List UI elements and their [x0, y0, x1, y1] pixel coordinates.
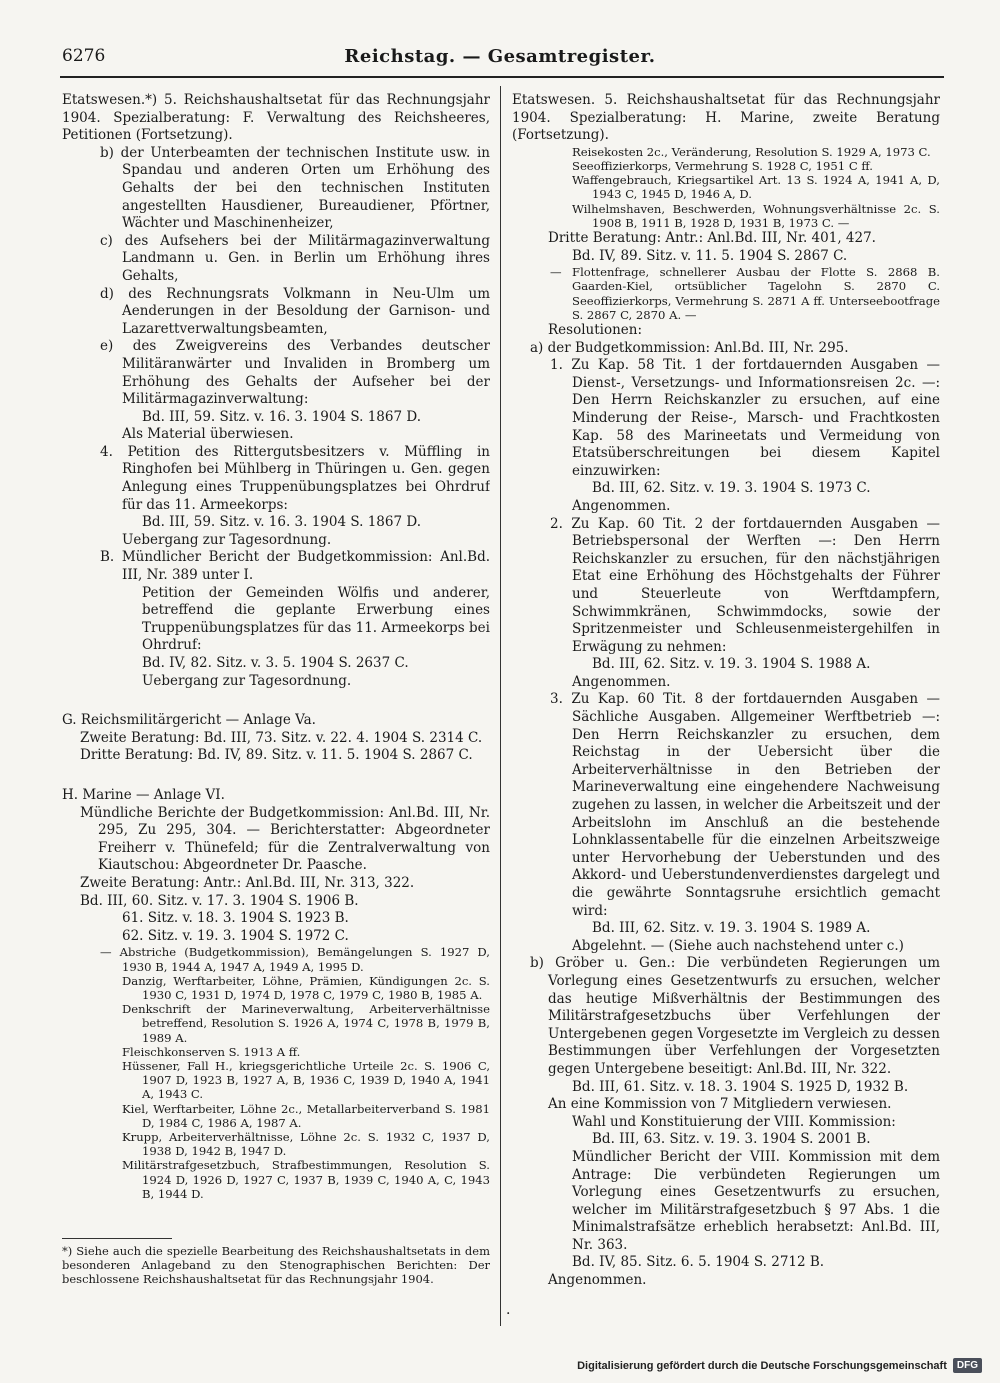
- register-entry: Dritte Beratung: Antr.: Anl.Bd. III, Nr. 401, 427.: [548, 230, 876, 246]
- header-rule: [60, 76, 944, 78]
- register-entry: a) der Budgetkommission: Anl.Bd. III, Nr. 295.: [530, 339, 849, 356]
- register-entry: 2. Zu Kap. 60 Tit. 2 der fortdauernden Ausgaben — Betriebspersonal der Werften —: Den Herrn Reichskanzler zu ersuchen, für den nächstjährigen Etat eine Erhöhung des Höchstgehalts der Führer und Steuerleute von Werftdampfern, Schwimmkränen, Schwimmdocks, sowie der Spritzenmeister und Schleusenmeistergehilfen in Erwägung zu nehmen:: [550, 515, 940, 655]
- register-entry: Uebergang zur Tagesordnung.: [122, 531, 332, 548]
- section-gap: [62, 765, 490, 787]
- register-entry: Denkschrift der Marineverwaltung, Arbeiterverhältnisse betreffend, Resolution S. 1926 A, 1974 C, 1978 B, 1979 B, 1989 A.: [122, 1002, 490, 1045]
- footnote-rule: [62, 1238, 172, 1239]
- register-entry: d) des Rechnungsrats Volkmann in Neu-Ulm um Aenderungen in der Besoldung der Garnison- und Lazarettverwaltungsbeamten,: [100, 285, 490, 337]
- register-entry: Uebergang zur Tagesordnung.: [142, 672, 352, 689]
- register-entry: Waffengebrauch, Kriegsartikel Art. 13 S. 1924 A, 1941 A, D, 1943 C, 1945 D, 1946 A, D.: [572, 173, 940, 202]
- register-entry: Zweite Beratung: Antr.: Anl.Bd. III, Nr. 313, 322.: [80, 874, 415, 891]
- register-entry: Bd. IV, 89. Sitz. v. 11. 5. 1904 S. 2867 C.: [572, 247, 848, 264]
- right-column: [512, 92, 940, 1342]
- register-entry: Wahl und Konstituierung der VIII. Kommission:: [572, 1113, 896, 1130]
- register-entry: Resolutionen:: [548, 322, 643, 338]
- register-entry: — Flottenfrage, schnellerer Ausbau der Flotte S. 2868 B. Gaarden-Kiel, ortsüblicher Tagelohn S. 2870 C. Seeoffizierkorps, Vermehrung S. 2871 A ff. Unterseebootfrage S. 2867 C, 2870 A. —: [550, 265, 940, 322]
- register-entry: 1. Zu Kap. 58 Tit. 1 der fortdauernden Ausgaben — Dienst-, Versetzungs- und Informationsreisen 2c. —: Den Herrn Reichskanzler zu ersuchen, auf eine Minderung der Reise-, Marsch- und Frachtkosten Kap. 58 des Marineetats und Vermeidung von Etatsüberschreitungen bei diesem Kapitel einzuwirken:: [550, 357, 940, 479]
- register-entry: Reisekosten 2c., Veränderung, Resolution S. 1929 A, 1973 C.: [572, 144, 931, 159]
- register-entry: G. Reichsmilitärgericht — Anlage Va.: [62, 712, 316, 729]
- register-entry: Abgelehnt. — (Siehe auch nachstehend unter c.): [572, 937, 904, 954]
- register-entry: Etatswesen. 5. Reichshaushaltsetat für das Rechnungsjahr 1904. Spezialberatung: H. Marine, zweite Beratung (Fortsetzung).: [512, 92, 940, 144]
- column-divider: [500, 86, 501, 1326]
- page-header: [60, 46, 940, 72]
- register-entry: An eine Kommission von 7 Mitgliedern verwiesen.: [548, 1096, 892, 1113]
- register-entry: Hüssener, Fall H., kriegsgerichtliche Urteile 2c. S. 1906 C, 1907 D, 1923 B, 1927 A, B, 1936 C, 1939 D, 1940 A, 1941 A, 1943 C.: [122, 1058, 490, 1102]
- register-entry: Dritte Beratung: Bd. IV, 89. Sitz. v. 11. 5. 1904 S. 2867 C.: [80, 747, 473, 764]
- register-entry: 3. Zu Kap. 60 Tit. 8 der fortdauernden Ausgaben — Sächliche Ausgaben. Allgemeiner Werftbetrieb —: Den Herrn Reichskanzler zu ersuchen, dem Reichstag in der Uebersicht über die Arbeiterverhältnisse in den Betrieben der Marineverwaltung eine eingehendere Nachweisung zugehen zu lassen, in welcher die Arbeitszeit und der Arbeitslohn im Anschluß an die bestehende Lohnklassentabelle für die einzelnen Arbeitszweige unter Hervorhebung der Ueberstunden und des Akkord- und Ueberstundenverdienstes dargelegt und die gewährte Sonntagsruhe ersichtlich gemacht wird:: [550, 691, 940, 919]
- register-entry: Bd. III, 61. Sitz. v. 18. 3. 1904 S. 1925 D, 1932 B.: [572, 1078, 909, 1095]
- register-entry: Militärstrafgesetzbuch, Strafbestimmungen, Resolution S. 1924 D, 1926 D, 1927 C, 1937 B, 1939 C, 1940 A, C, 1943 B, 1944 D.: [122, 1158, 490, 1201]
- register-entry: Fleischkonserven S. 1913 A ff.: [122, 1044, 301, 1059]
- register-entry: Bd. IV, 82. Sitz. v. 3. 5. 1904 S. 2637 C.: [142, 655, 409, 671]
- register-entry: b) der Unterbeamten der technischen Institute usw. in Spandau und anderen Orten um Erhöhung des Gehalts der bei den technischen Instituten angestellten Hausdiener, Bureaudiener, Pförtner, Wächter und Maschinenheizer,: [100, 144, 490, 232]
- register-entry: Mündlicher Bericht der VIII. Kommission mit dem Antrage: Die verbündeten Regierungen um Vorlegung eines Gesetzentwurfs zu ersuchen, welcher im Militärstrafgesetzbuch § 97 Abs. 1 die Minimalstrafsätze erheblich herabsetzt: Anl.Bd. III, Nr. 363.: [572, 1148, 940, 1253]
- register-entry: Bd. III, 63. Sitz. v. 19. 3. 1904 S. 2001 B.: [592, 1131, 871, 1148]
- register-entry: b) Gröber u. Gen.: Die verbündeten Regierungen um Vorlegung eines Gesetzentwurfs zu ersuchen, welcher das heutige Mißverhältnis der Bestimmungen des Militärstrafgesetzbuchs über Verfehlungen der Untergebenen gegen Vorgesetzte im Vergleich zu dessen Bestimmungen über Verfehlungen der Vorgesetzten gegen Untergebene beseitigt: Anl.Bd. III, Nr. 322.: [530, 955, 940, 1077]
- register-entry: Etatswesen.*) 5. Reichshaushaltsetat für das Rechnungsjahr 1904. Spezialberatung: F. Verwaltung des Reichsheeres, Petitionen (Fortsetzung).: [62, 92, 490, 144]
- page-number: 6276: [62, 46, 106, 66]
- register-entry: Als Material überwiesen.: [122, 426, 294, 443]
- register-entry: Wilhelmshaven, Beschwerden, Wohnungsverhältnisse 2c. S. 1908 B, 1911 B, 1928 D, 1931 B, 1973 C. —: [572, 201, 940, 230]
- register-entry: Bd. III, 59. Sitz. v. 16. 3. 1904 S. 1867 D.: [142, 408, 421, 425]
- left-column: [62, 92, 490, 1332]
- register-entry: Krupp, Arbeiterverhältnisse, Löhne 2c. S. 1932 C, 1937 D, 1938 D, 1942 B, 1947 D.: [122, 1129, 490, 1159]
- register-entry: Kiel, Werftarbeiter, Löhne 2c., Metallarbeiterverband S. 1981 D, 1984 C, 1986 A, 1987 A.: [122, 1101, 490, 1130]
- register-entry: Zweite Beratung: Bd. III, 73. Sitz. v. 22. 4. 1904 S. 2314 C.: [80, 729, 483, 746]
- register-entry: Bd. III, 59. Sitz. v. 16. 3. 1904 S. 1867 D.: [142, 514, 421, 531]
- register-entry: Bd. III, 60. Sitz. v. 17. 3. 1904 S. 1906 B.: [80, 892, 359, 909]
- register-entry: — Abstriche (Budgetkommission), Bemängelungen S. 1927 D, 1930 B, 1944 A, 1947 A, 1949 A, 1995 D.: [100, 945, 490, 974]
- section-gap: [62, 690, 490, 712]
- register-entry: Mündliche Berichte der Budgetkommission: Anl.Bd. III, Nr. 295, Zu 295, 304. — Berichterstatter: Abgeordneter Freiherr v. Thünefeld; für die Zentralverwaltung von Kiautschou: Abgeordneter Dr. Paasche.: [80, 804, 490, 874]
- register-entry: Angenommen.: [572, 497, 671, 514]
- column-end-mark: ·: [506, 1306, 511, 1322]
- footnote: *) Siehe auch die spezielle Bearbeitung des Reichshaushaltsetats in dem besonderen Anlageband zu den Stenographischen Berichten: Der beschlossene Reichshaushaltsetat für das Rechnungsjahr 1904.: [62, 1244, 490, 1286]
- register-entry: B. Mündlicher Bericht der Budgetkommission: Anl.Bd. III, Nr. 389 unter I.: [100, 549, 490, 584]
- register-entry: Bd. III, 62. Sitz. v. 19. 3. 1904 S. 1988 A.: [592, 656, 871, 673]
- register-entry: Danzig, Werftarbeiter, Löhne, Prämien, Kündigungen 2c. S. 1930 C, 1931 D, 1974 D, 1978 C, 1979 C, 1980 B, 1985 A.: [122, 973, 490, 1002]
- register-entry: Petition der Gemeinden Wölfis und anderer, betreffend die geplante Erwerbung eines Truppenübungsplatzes für das 11. Armeekorps bei Ohrdruf:: [142, 584, 490, 654]
- register-entry: Seeoffizierkorps, Vermehrung S. 1928 C, 1951 C ff.: [572, 158, 873, 173]
- register-entry: 4. Petition des Rittergutsbesitzers v. Müffling in Ringhofen bei Mühlberg in Thüringen u. Gen. gegen Anlegung eines Truppenübungsplatzes bei Ohrdruf für das 11. Armeekorps:: [100, 443, 490, 513]
- register-entry: Angenommen.: [572, 673, 671, 690]
- register-entry: e) des Zweigvereins des Verbandes deutscher Militäranwärter und Invaliden in Bromberg um Erhöhung des Gehalts der Aufseher bei der Militärmagazinverwaltung:: [100, 338, 490, 408]
- register-entry: c) des Aufsehers bei der Militärmagazinverwaltung Landmann u. Gen. in Berlin um Erhöhung ihres Gehalts,: [100, 232, 490, 284]
- credit-text: Digitalisierung gefördert durch die Deutsche Forschungsgemeinschaft: [577, 1359, 947, 1372]
- register-entry: Bd. III, 62. Sitz. v. 19. 3. 1904 S. 1989 A.: [592, 920, 871, 937]
- register-entry: Bd. III, 62. Sitz. v. 19. 3. 1904 S. 1973 C.: [592, 480, 871, 497]
- register-entry: 61. Sitz. v. 18. 3. 1904 S. 1923 B.: [122, 910, 349, 927]
- register-entry: H. Marine — Anlage VI.: [62, 786, 225, 803]
- register-entry: Bd. IV, 85. Sitz. 6. 5. 1904 S. 2712 B.: [572, 1254, 825, 1271]
- digitization-credit: [577, 1358, 982, 1373]
- dfg-logo: DFG: [953, 1358, 982, 1373]
- register-entry: 62. Sitz. v. 19. 3. 1904 S. 1972 C.: [122, 927, 349, 944]
- running-title: Reichstag. — Gesamtregister.: [344, 46, 656, 67]
- register-entry: Angenommen.: [548, 1272, 647, 1289]
